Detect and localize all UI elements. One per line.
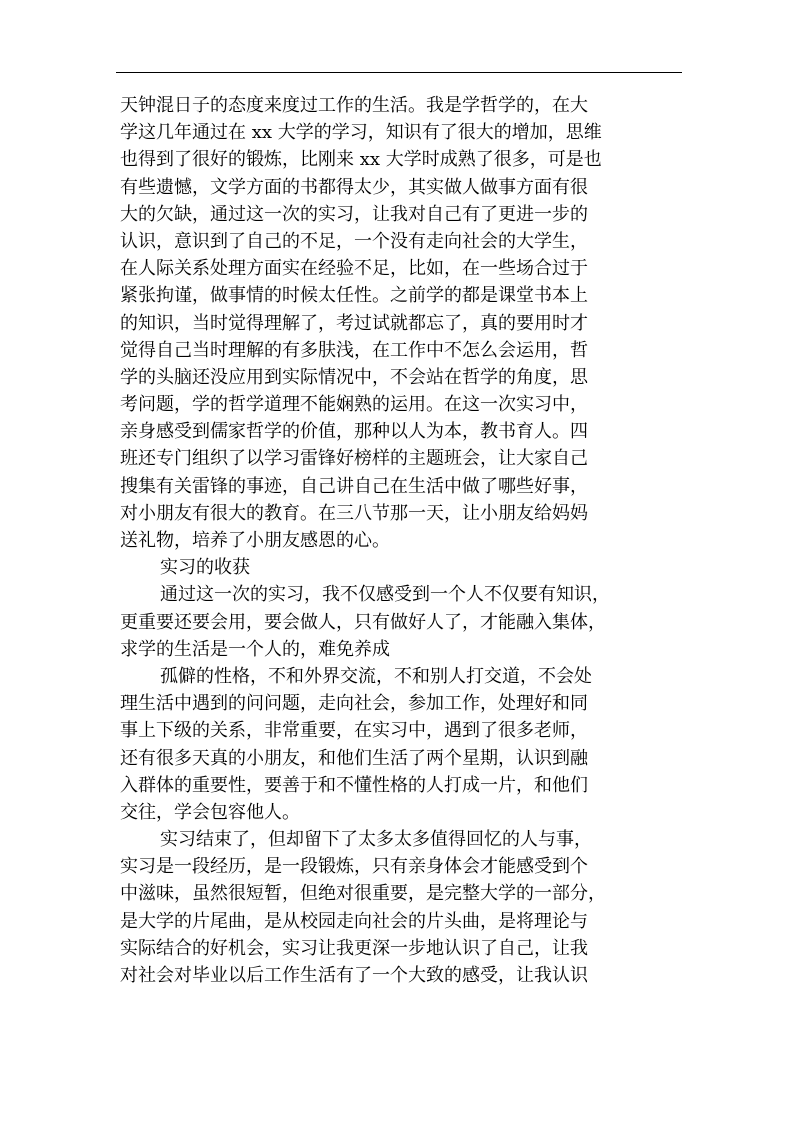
text-line: 天钟混日子的态度来度过工作的生活。我是学哲学的，在大 (120, 95, 588, 116)
text-line: 的知识，当时觉得理解了，考过试就都忘了，真的要用时才 (120, 312, 588, 334)
text-line: 在人际关系处理方面实在经验不足，比如，在一些场合过于 (120, 258, 588, 280)
text-line: 事上下级的关系，非常重要，在实习中，遇到了很多老师， (120, 720, 588, 742)
paragraph-first-line: 实习结束了，但却留下了太多太多值得回忆的人与事， (160, 829, 592, 851)
text-line: 考问题，学的哲学道理不能娴熟的运用。在这一次实习中， (120, 394, 588, 416)
text-line: 班还专门组织了以学习雷锋好榜样的主题班会，让大家自己 (120, 448, 588, 470)
text-line: 认识，意识到了自己的不足，一个没有走向社会的大学生， (120, 230, 588, 252)
text-line: 搜集有关雷锋的事迹，自己讲自己在生活中做了哪些好事， (120, 475, 588, 497)
text-line: 对小朋友有很大的教育。在三八节那一天，让小朋友给妈妈 (120, 502, 588, 524)
text-line: 更重要还要会用，要会做人，只有做好人了，才能融入集体， (120, 611, 606, 633)
text-line: 紧张拘谨，做事情的时候太任性。之前学的都是课堂书本上 (120, 285, 588, 307)
document-body (120, 92, 680, 989)
paragraph-first-line: 实习的收获 (160, 557, 250, 579)
text-line: 实习是一段经历，是一段锻炼，只有亲身体会才能感受到个 (120, 856, 588, 878)
text-line: 大的欠缺，通过这一次的实习，让我对自己有了更进一步的 (120, 203, 588, 225)
paragraph-first-line: 孤僻的性格，不和外界交流，不和别人打交道，不会处 (160, 665, 592, 687)
text-line: 对社会对毕业以后工作生活有了一个大致的感受，让我认识 (120, 965, 588, 986)
paragraph-first-line: 通过这一次的实习，我不仅感受到一个人不仅要有知识， (160, 584, 610, 606)
text-line: 是大学的片尾曲，是从校园走向社会的片头曲，是将理论与 (120, 910, 588, 932)
text-line: 还有很多天真的小朋友，和他们生活了两个星期，认识到融 (120, 747, 588, 769)
text-line: 送礼物，培养了小朋友感恩的心。 (120, 530, 390, 551)
header-rule (116, 72, 682, 73)
text-line: 理生活中遇到的问问题，走向社会，参加工作，处理好和同 (120, 693, 588, 715)
text-line: 觉得自己当时理解的有多肤浅，在工作中不怎么会运用，哲 (120, 339, 588, 361)
text-line: 有些遗憾，文学方面的书都得太少，其实做人做事方面有很 (120, 176, 588, 198)
text-line: 也得到了很好的锻炼，比刚来 xx 大学时成熟了很多，可是也 (120, 149, 602, 171)
text-line: 交往，学会包容他人。 (120, 801, 300, 823)
text-line: 亲身感受到儒家哲学的价值，那种以人为本，教书育人。四 (120, 421, 588, 443)
text-line: 中滋味，虽然很短暂，但绝对很重要，是完整大学的一部分， (120, 883, 606, 905)
text-line: 实际结合的好机会，实习让我更深一步地认识了自己，让我 (120, 937, 588, 959)
text-line: 学的头脑还没应用到实际情况中，不会站在哲学的角度，思 (120, 366, 588, 388)
text-line: 学这几年通过在 xx 大学的学习，知识有了很大的增加，思维 (120, 122, 602, 144)
text-line: 入群体的重要性，要善于和不懂性格的人打成一片，和他们 (120, 774, 588, 796)
text-line: 求学的生活是一个人的，难免养成 (120, 638, 390, 660)
